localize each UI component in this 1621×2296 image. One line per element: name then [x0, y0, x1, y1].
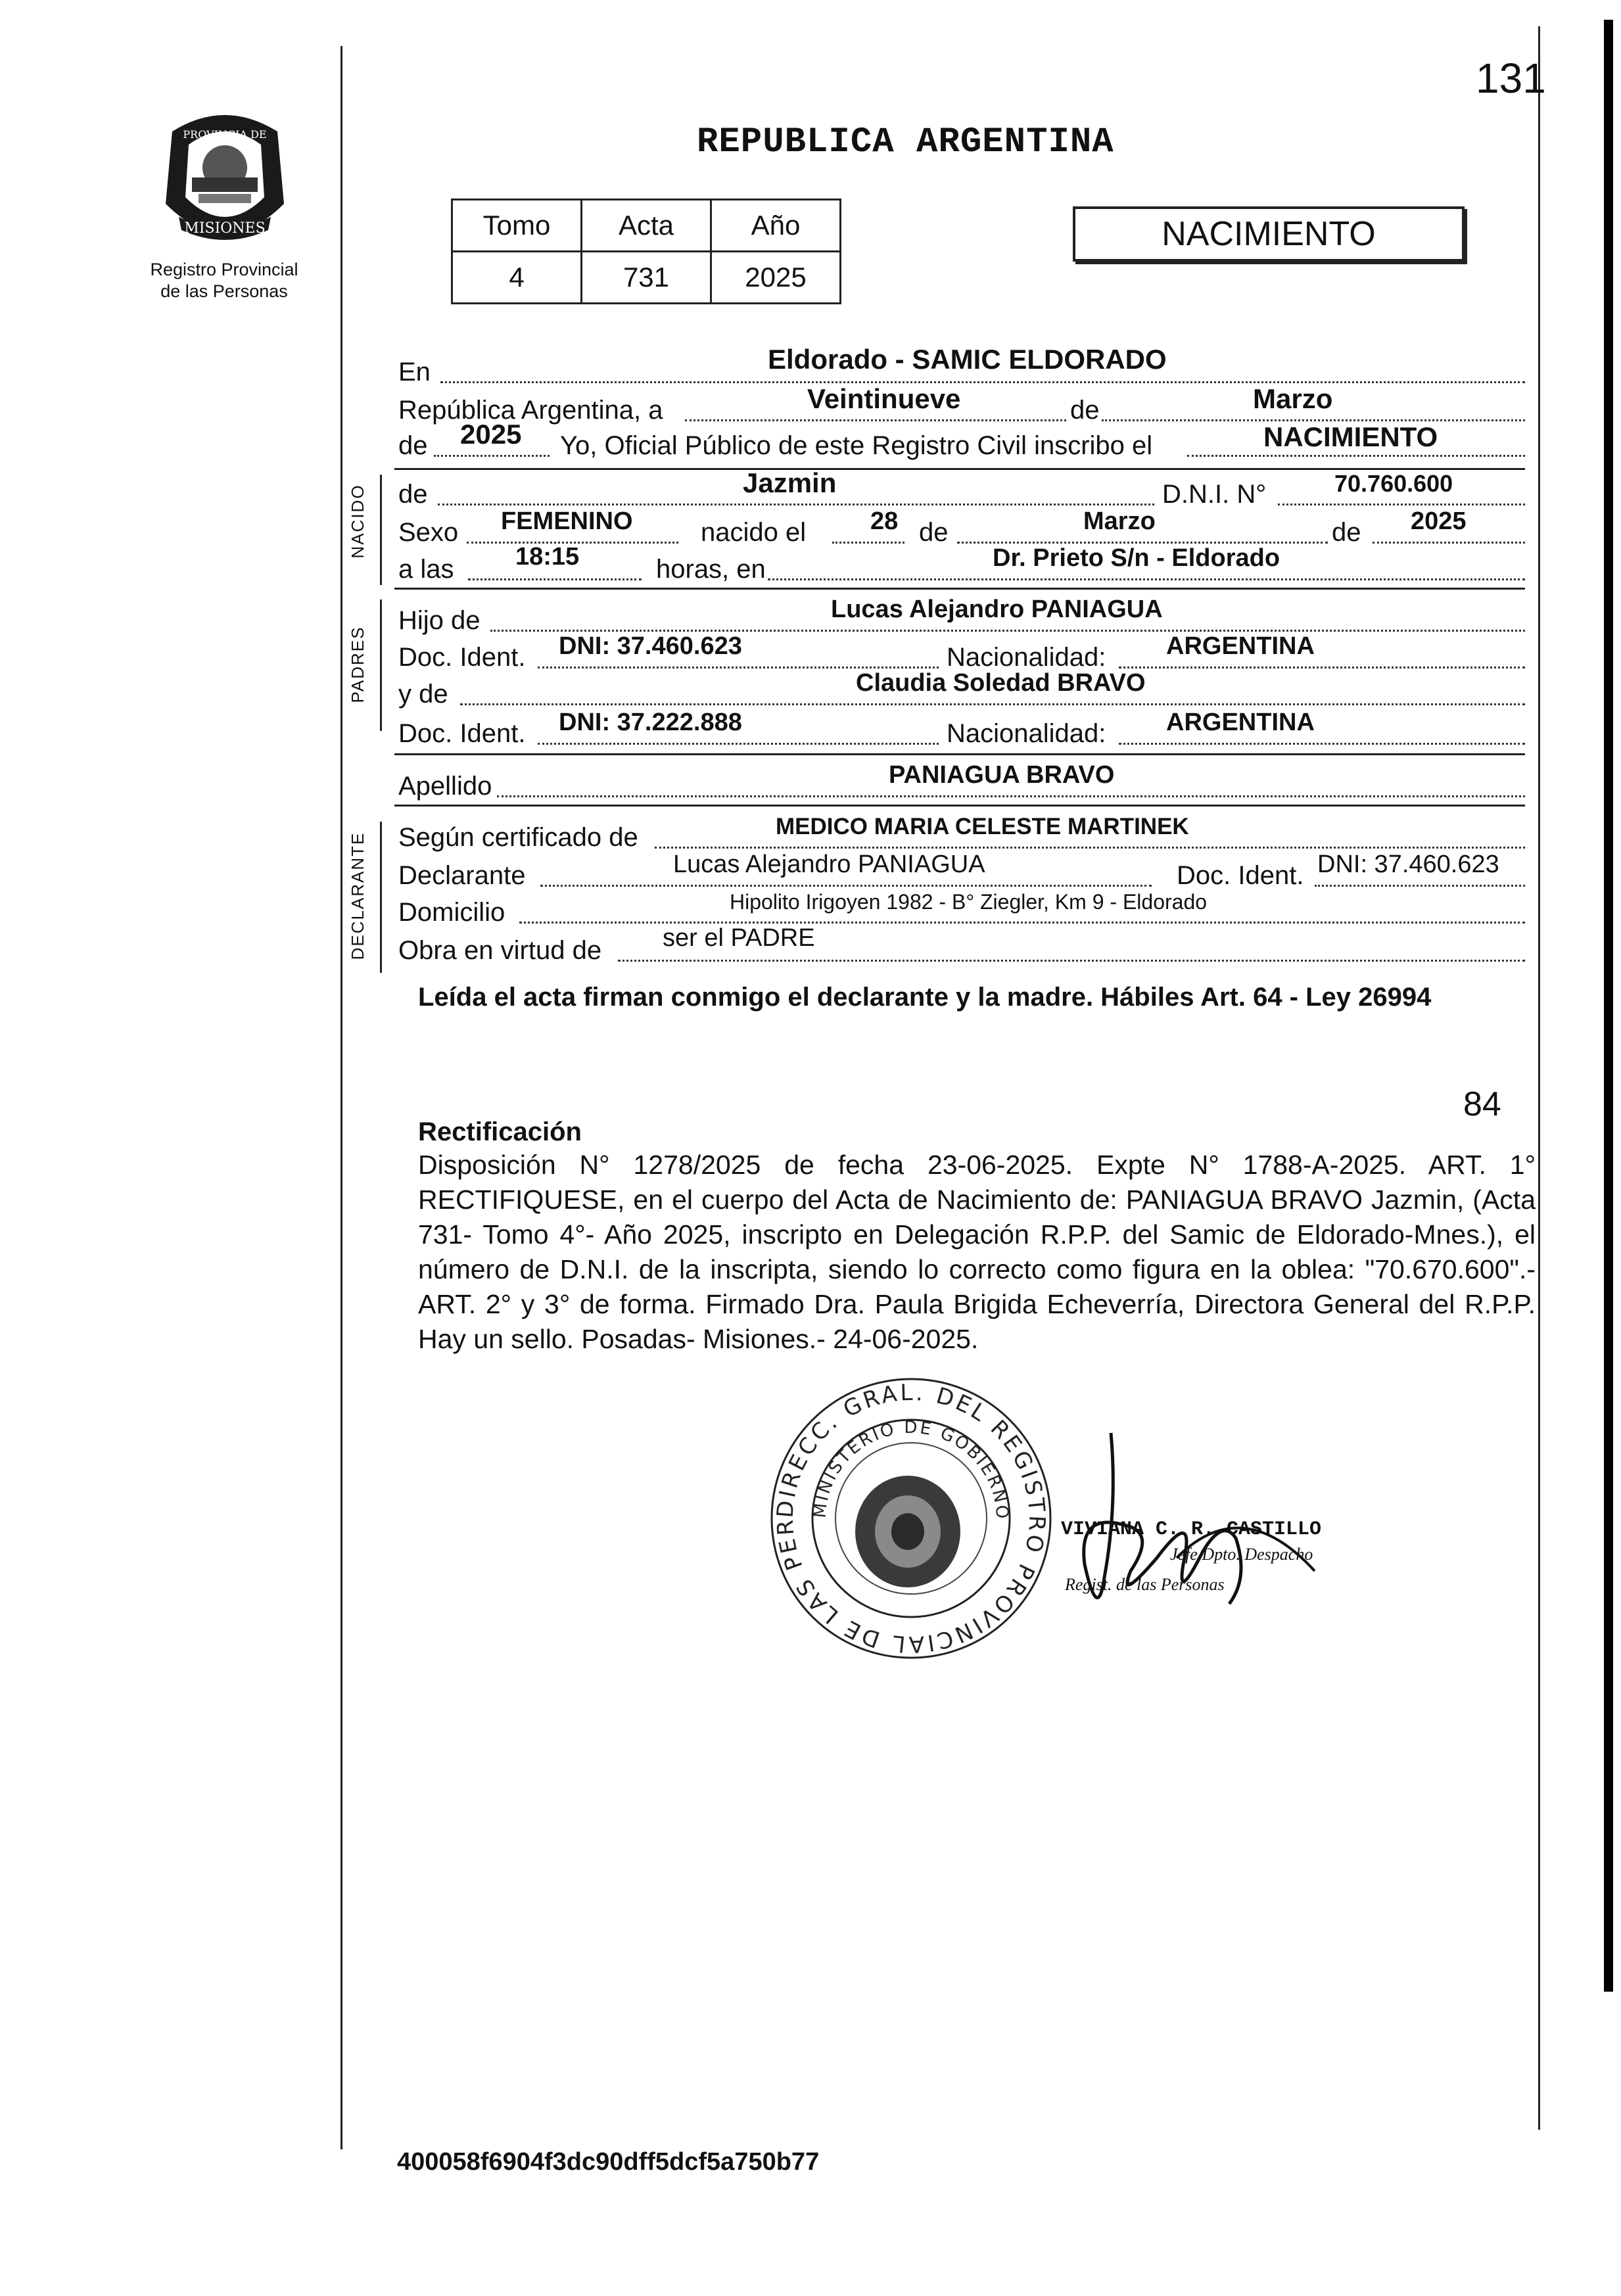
closing-text: Leída el acta firman conmigo el declarante y la madre. Hábiles Art. 64 - Ley 26994 — [418, 983, 1432, 1012]
apellido-bottom-rule — [394, 805, 1525, 807]
margin-number: 84 — [1463, 1085, 1501, 1123]
de-label-3: de — [919, 518, 949, 547]
day-value: Veintinueve — [807, 383, 961, 414]
dom-label: Domicilio — [398, 898, 505, 927]
signatory-name: VIVIANA C. R. CASTILLO — [1061, 1518, 1322, 1541]
cert-label: Según certificado de — [398, 823, 638, 852]
acta-header: Acta — [582, 200, 711, 252]
birth-day: 28 — [870, 507, 899, 535]
birth-place: Dr. Prieto S/n - Eldorado — [993, 544, 1280, 572]
dots — [685, 419, 1066, 421]
sexo-label: Sexo — [398, 518, 459, 547]
dots — [468, 578, 642, 580]
registry-line-2: de las Personas — [160, 281, 288, 301]
dots — [768, 578, 1525, 580]
rectificacion-text: Disposición N° 1278/2025 de fecha 23-06-2025. Expte N° 1788-A-2025. ART. 1° RECTIFIQUESE, en el cuerpo del Acta de Nacimiento de: PANIAGUA BRAVO Jazmin, (Acta 731- Tomo 4°- Año 2025, inscripto en Delegación R.P.P. del Samic de Eldorado-Mnes.), el número de D.N.I. de la inscripta, siendo lo correcto como figura en la oblea: "70.670.600".- ART. 2° y 3° de forma. Firmado Dra. Paula Brigida Echeverría, Directora General del R.P.P. Hay un sello. Posadas- Misiones.- 24-06-2025. — [418, 1150, 1536, 1354]
place-value: Eldorado - SAMIC ELDORADO — [768, 344, 1167, 375]
seal-inner-text: MINISTERIO DE GOBIERNO — [810, 1417, 1012, 1522]
signatory-title: Jefe Dpto. Despacho — [1170, 1545, 1313, 1564]
child-name: Jazmin — [743, 467, 837, 498]
acta-value: 731 — [582, 252, 711, 304]
apellido-label: Apellido — [398, 772, 492, 801]
decl-doc: DNI: 37.460.623 — [1317, 851, 1499, 878]
dom-value: Hipolito Irigoyen 1982 - B° Ziegler, Km 9 - Eldorado — [730, 890, 1208, 914]
decl-doc-label: Doc. Ident. — [1177, 861, 1304, 890]
doc-type: NACIMIENTO — [1162, 215, 1376, 253]
dots — [1278, 504, 1525, 505]
dots — [1119, 743, 1525, 745]
dots — [440, 381, 1525, 383]
seal-ring-text: DIRECC. GRAL. DEL REGISTRO PROVINCIAL DE LAS PER — [772, 1379, 1050, 1658]
de-label-1: de — [1070, 396, 1100, 425]
nacido-el-label: nacido el — [701, 518, 807, 547]
dots — [490, 630, 1525, 632]
child-dni: 70.760.600 — [1334, 470, 1453, 497]
tomo-header: Tomo — [452, 200, 582, 252]
obra-label: Obra en virtud de — [398, 936, 602, 965]
province-logo — [153, 105, 297, 256]
mother-nat-label: Nacionalidad: — [947, 719, 1106, 748]
dots — [832, 542, 904, 544]
nacido-de-label: de — [398, 480, 428, 509]
hijo-de-label: Hijo de — [398, 606, 481, 635]
dni-label: D.N.I. N° — [1162, 480, 1267, 509]
dots — [497, 795, 1525, 797]
father-nat: ARGENTINA — [1166, 632, 1315, 660]
nacido-bottom-rule — [394, 588, 1525, 590]
book-table — [451, 199, 841, 304]
document-hash: 400058f6904f3dc90dff5dcf5a750b77 — [397, 2148, 820, 2176]
republica-label: República Argentina, a — [398, 396, 663, 425]
dots — [957, 542, 1328, 544]
de-label-4: de — [1332, 518, 1361, 547]
apellido-value: PANIAGUA BRAVO — [889, 761, 1115, 789]
mother-name: Claudia Soledad BRAVO — [856, 669, 1146, 697]
a-las-label: a las — [398, 555, 454, 584]
birth-year: 2025 — [1411, 507, 1467, 535]
dots — [538, 667, 939, 668]
anio-value: 2025 — [711, 252, 841, 304]
dots — [538, 743, 939, 745]
dots — [540, 885, 1152, 887]
registry-line-1: Registro Provincial — [150, 260, 298, 279]
cert-value: MEDICO MARIA CELESTE MARTINEK — [776, 814, 1189, 839]
rectificacion-title: Rectificación — [418, 1117, 582, 1146]
month-value: Marzo — [1253, 383, 1333, 414]
year-value: 2025 — [460, 419, 522, 450]
declarante-bar — [380, 822, 382, 973]
type-value: NACIMIENTO — [1263, 421, 1438, 452]
dots — [434, 455, 550, 457]
dots — [1315, 885, 1525, 887]
left-margin-line — [341, 46, 342, 2149]
padres-bar — [380, 599, 382, 731]
dots — [655, 847, 1525, 849]
de-label-2: de — [398, 431, 428, 460]
father-nat-label: Nacionalidad: — [947, 643, 1106, 672]
anio-header: Año — [711, 200, 841, 252]
obra-value: ser el PADRE — [663, 924, 815, 952]
decl-value: Lucas Alejandro PANIAGUA — [673, 851, 985, 878]
dots — [460, 703, 1525, 705]
right-margin-line — [1538, 26, 1540, 2130]
father-name: Lucas Alejandro PANIAGUA — [831, 596, 1163, 623]
sexo-value: FEMENINO — [501, 507, 633, 535]
page-number: 131 — [1476, 55, 1546, 102]
signatory-org: Regist. de las Personas — [1065, 1575, 1225, 1594]
nacido-bar — [380, 475, 382, 585]
birth-month: Marzo — [1083, 507, 1156, 535]
dots — [438, 504, 1154, 505]
padres-bottom-rule — [394, 753, 1525, 755]
en-label: En — [398, 358, 431, 387]
padres-label: PADRES — [348, 626, 367, 703]
y-de-label: y de — [398, 680, 448, 709]
dots — [618, 960, 1525, 962]
svg-text:PROVINCIA DE: PROVINCIA DE — [183, 128, 267, 141]
country-title: REPUBLICA ARGENTINA — [697, 122, 1114, 162]
mother-doc: DNI: 37.222.888 — [559, 709, 742, 736]
birth-time: 18:15 — [515, 543, 580, 571]
declarante-label: DECLARANTE — [348, 832, 367, 960]
dots — [1373, 542, 1525, 544]
right-edge-bar — [1604, 20, 1613, 1992]
doc-type-box — [1073, 206, 1465, 262]
svg-text:MISIONES: MISIONES — [184, 220, 266, 237]
nacido-label: NACIDO — [348, 484, 367, 559]
decl-label: Declarante — [398, 861, 526, 890]
father-doc: DNI: 37.460.623 — [559, 632, 742, 660]
father-doc-label: Doc. Ident. — [398, 643, 526, 672]
tomo-value: 4 — [452, 252, 582, 304]
horas-label: horas, en — [656, 555, 766, 584]
dots — [519, 922, 1525, 924]
official-seal — [766, 1374, 1056, 1663]
mother-doc-label: Doc. Ident. — [398, 719, 526, 748]
dots — [1187, 455, 1525, 457]
dots — [1119, 667, 1525, 668]
mother-nat: ARGENTINA — [1166, 709, 1315, 736]
inscribe-text: Yo, Oficial Público de este Registro Civil inscribo el — [560, 431, 1153, 460]
